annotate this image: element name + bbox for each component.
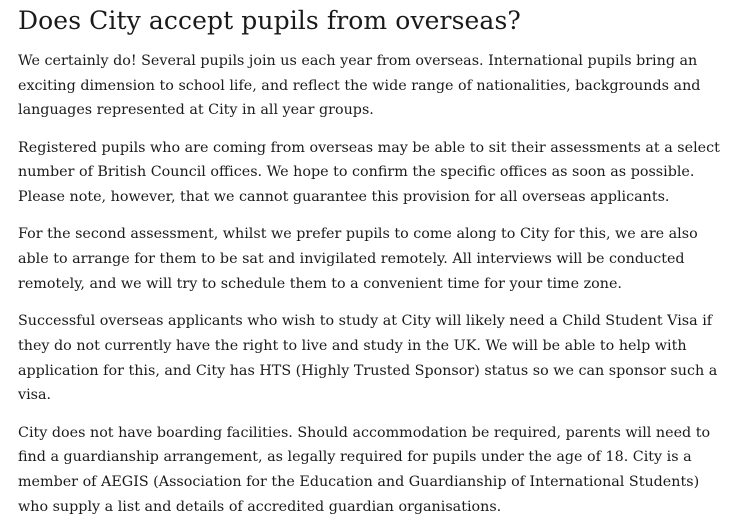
answer-paragraph-accommodation xyxy=(18,421,734,520)
answer-paragraph-second-assessment xyxy=(18,222,734,296)
answer-paragraph-intro xyxy=(18,49,734,123)
text-line: they do not currently have the right to live and study in the UK. We will be able to help with xyxy=(18,337,687,354)
text-line: number of British Council offices. We hope to confirm the specific offices as soon as possible. xyxy=(18,164,695,181)
answer-paragraph-visa xyxy=(18,309,734,408)
faq-question-heading: Does City accept pupils from overseas? xyxy=(18,6,521,35)
text-line: member of AEGIS (Association for the Education and Guardianship of International Students) xyxy=(18,473,700,490)
text-line: languages represented at City in all year groups. xyxy=(18,102,374,119)
text-line: find a guardianship arrangement, as legally required for pupils under the age of 18. City is a xyxy=(18,449,692,466)
text-line: City does not have boarding facilities. Should accommodation be required, parents will need to xyxy=(18,424,711,441)
text-line: Successful overseas applicants who wish to study at City will likely need a Child Student Visa if xyxy=(18,313,713,330)
faq-answer-section xyxy=(18,0,734,532)
text-line: able to arrange for them to be sat and invigilated remotely. All interviews will be conducted xyxy=(18,251,685,268)
text-line: application for this, and City has HTS (Highly Trusted Sponsor) status so we can sponsor such a xyxy=(18,362,718,379)
answer-paragraph-assessments xyxy=(18,136,734,210)
text-line: visa. xyxy=(18,387,52,404)
text-line: remotely, and we will try to schedule them to a convenient time for your time zone. xyxy=(18,275,622,292)
text-line: who supply a list and details of accredited guardian organisations. xyxy=(18,498,502,515)
text-line: For the second assessment, whilst we prefer pupils to come along to City for this, we are also xyxy=(18,226,698,243)
text-line: Please note, however, that we cannot guarantee this provision for all overseas applicants. xyxy=(18,189,670,206)
text-line: Registered pupils who are coming from overseas may be able to sit their assessments at a select xyxy=(18,139,720,156)
text-line: We certainly do! Several pupils join us each year from overseas. International pupils bring an xyxy=(18,53,698,69)
text-line: exciting dimension to school life, and reflect the wide range of nationalities, backgrounds and xyxy=(18,77,701,94)
